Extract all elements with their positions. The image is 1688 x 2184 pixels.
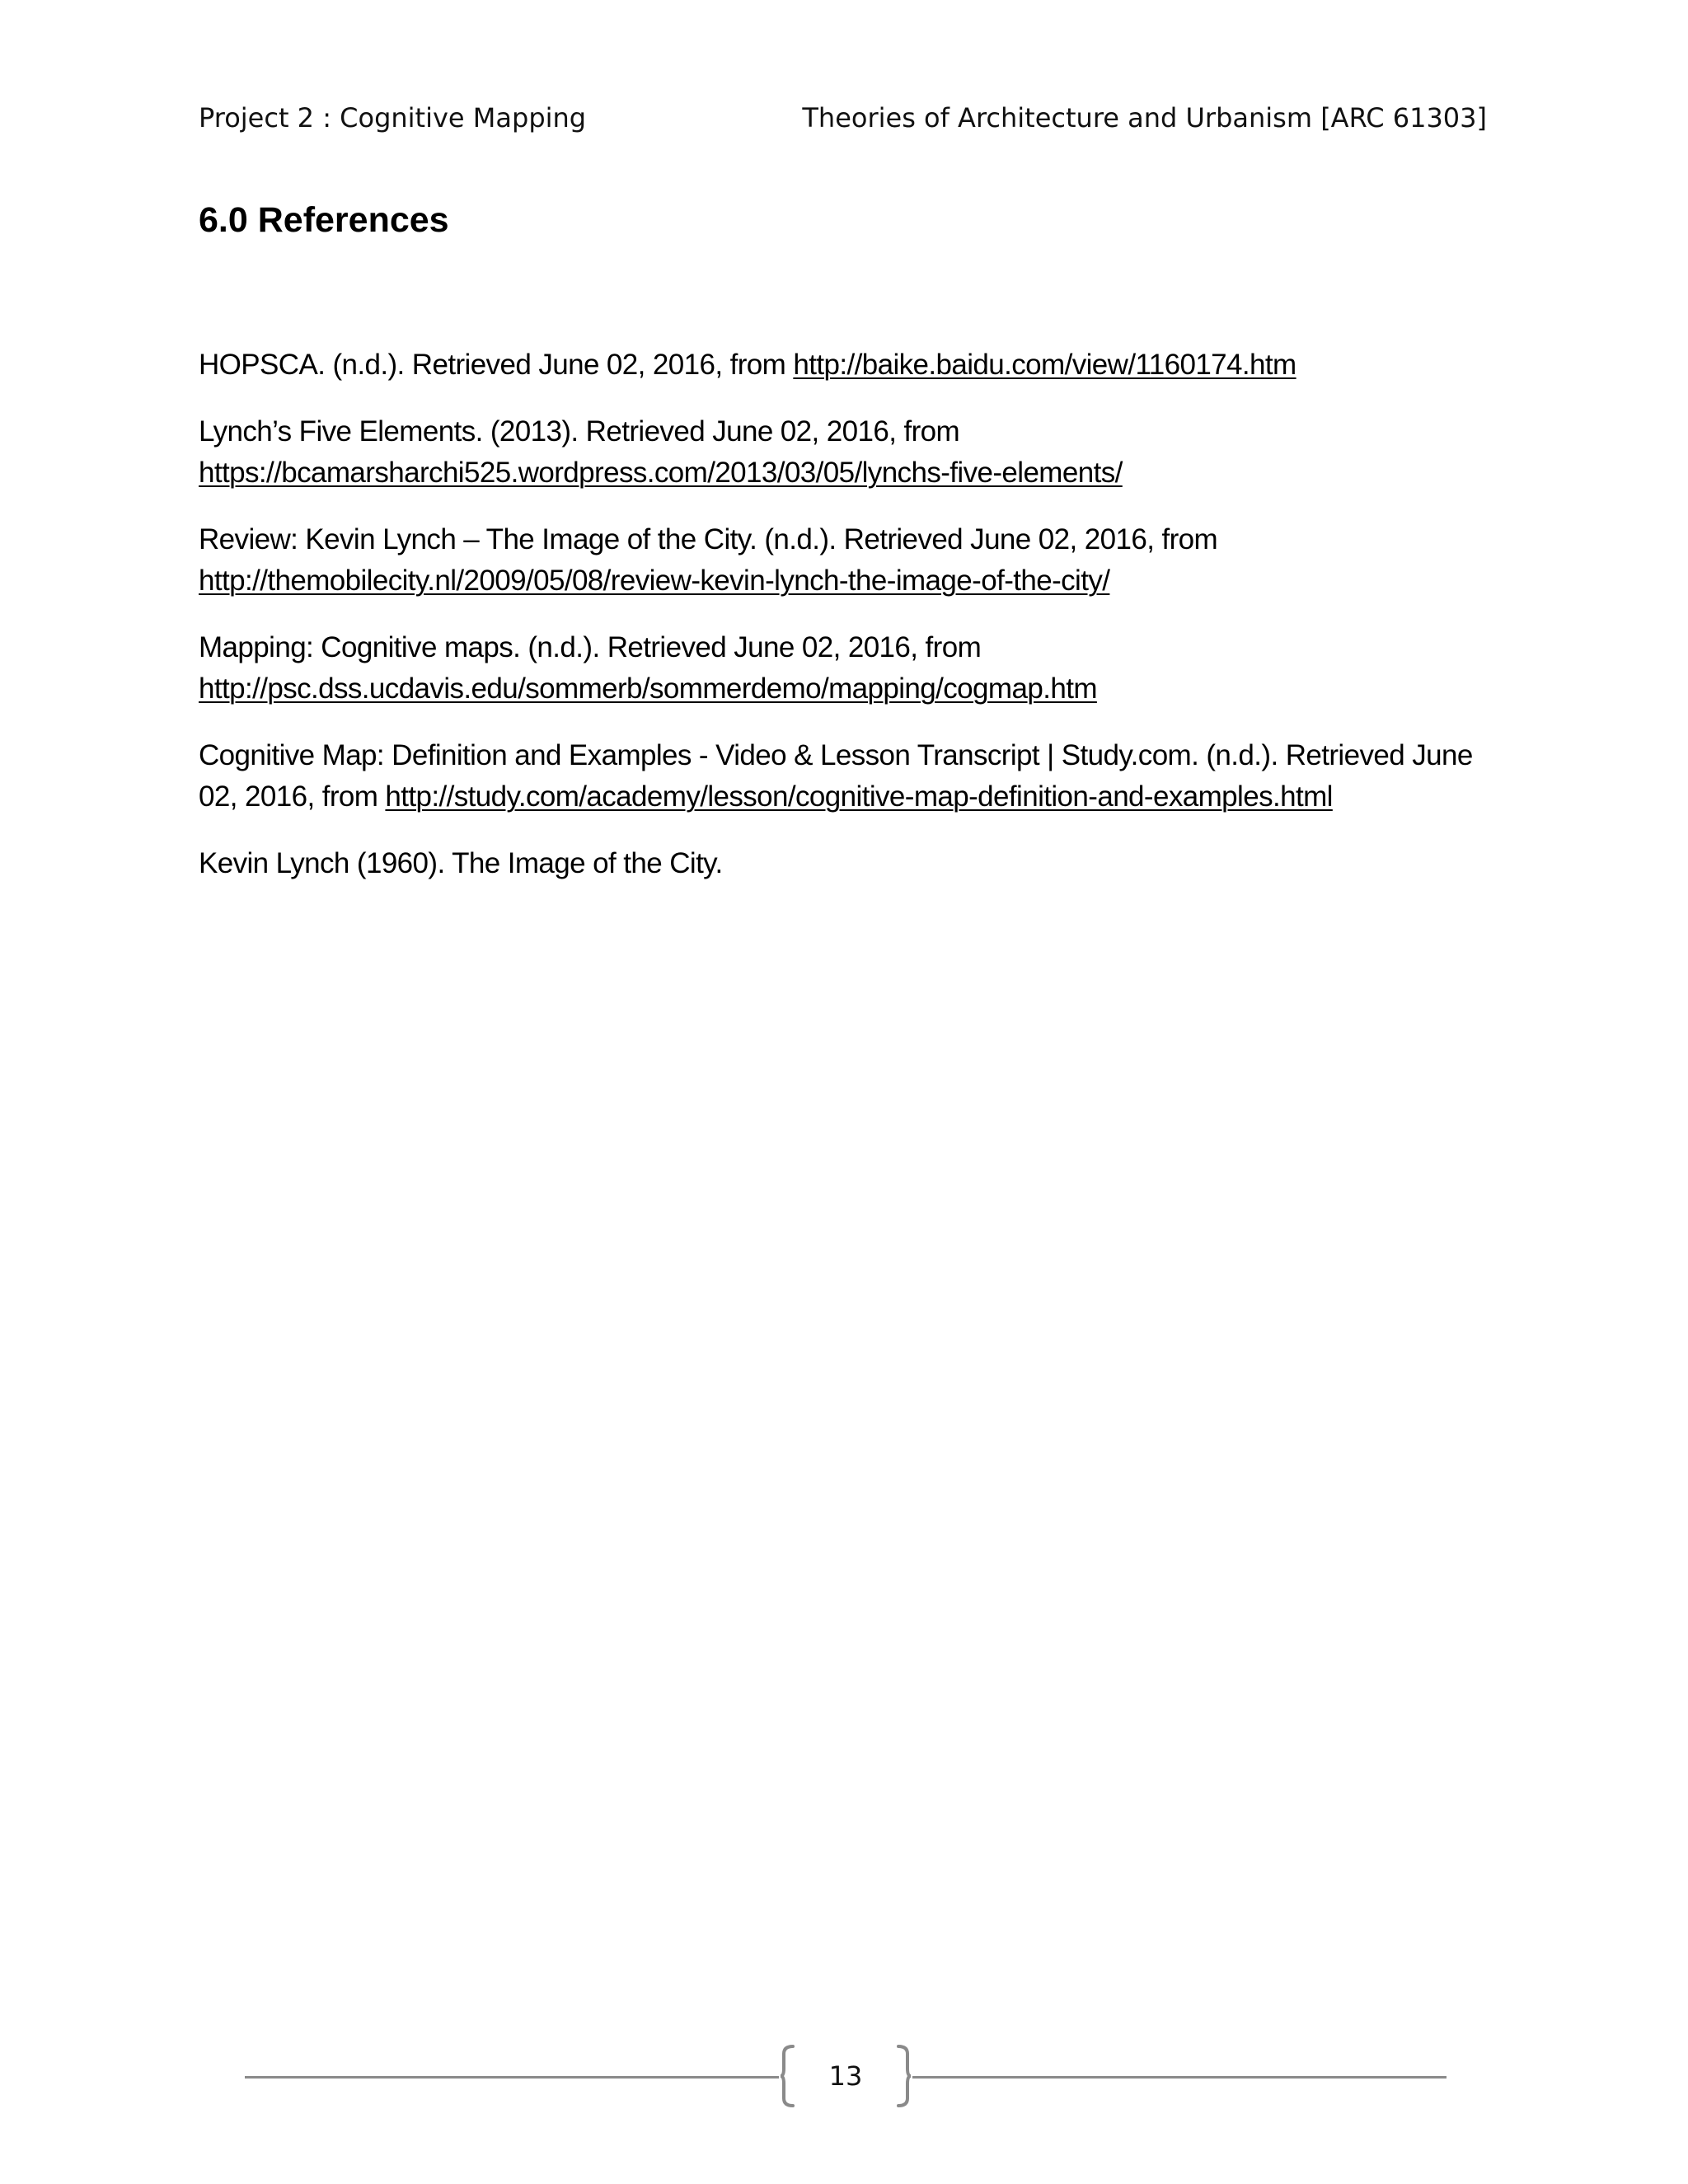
reference-item-review-image-of-city: [199, 519, 1517, 602]
reference-link[interactable]: http://psc.dss.ucdavis.edu/sommerb/sommerdemo/mapping/cogmap.htm: [199, 673, 1097, 705]
reference-item-cognitive-maps: [199, 627, 1517, 710]
reference-link[interactable]: https://bcamarsharchi525.wordpress.com/2013/03/05/lynchs-five-elements/: [199, 457, 1123, 489]
page-number: 13: [828, 2060, 863, 2092]
reference-item-lynch-five-elements: [199, 411, 1517, 494]
reference-link[interactable]: http://themobilecity.nl/2009/05/08/review-kevin-lynch-the-image-of-the-city/: [199, 565, 1110, 597]
footer-rule-right: [912, 2076, 1447, 2079]
reference-link[interactable]: http://study.com/academy/lesson/cognitive-map-definition-and-examples.html: [385, 780, 1333, 813]
reference-text: HOPSCA. (n.d.). Retrieved June 02, 2016, from: [199, 349, 794, 381]
reference-item-hopsca: [199, 344, 1517, 386]
footer-rule-left: [245, 2076, 779, 2079]
page-header: [199, 97, 1487, 138]
section-title: 6.0 References: [199, 200, 449, 240]
header-project-title: Project 2 : Cognitive Mapping: [199, 102, 587, 134]
reference-text: Kevin Lynch (1960). The Image of the City.: [199, 847, 723, 879]
reference-link[interactable]: http://baike.baidu.com/view/1160174.htm: [793, 349, 1296, 381]
reference-text: Mapping: Cognitive maps. (n.d.). Retrieved June 02, 2016, from: [199, 631, 982, 663]
reference-text: Lynch’s Five Elements. (2013). Retrieved June 02, 2016, from: [199, 415, 960, 448]
reference-item-study-com: [199, 735, 1517, 818]
references-list: [199, 344, 1517, 910]
right-bracket-icon: [894, 2044, 912, 2108]
page-footer: [245, 2044, 1447, 2110]
left-bracket-icon: [779, 2044, 797, 2108]
header-course-title: Theories of Architecture and Urbanism [ARC 61303]: [802, 102, 1487, 134]
reference-item-kevin-lynch-1960: [199, 843, 1517, 884]
reference-text: Cognitive Map: Definition and Examples - Video & Lesson Transcript | Study.com. (n.d.). Retrieved June 02, 2016, from: [199, 739, 1473, 813]
reference-text: Review: Kevin Lynch – The Image of the City. (n.d.). Retrieved June 02, 2016, from: [199, 523, 1218, 555]
